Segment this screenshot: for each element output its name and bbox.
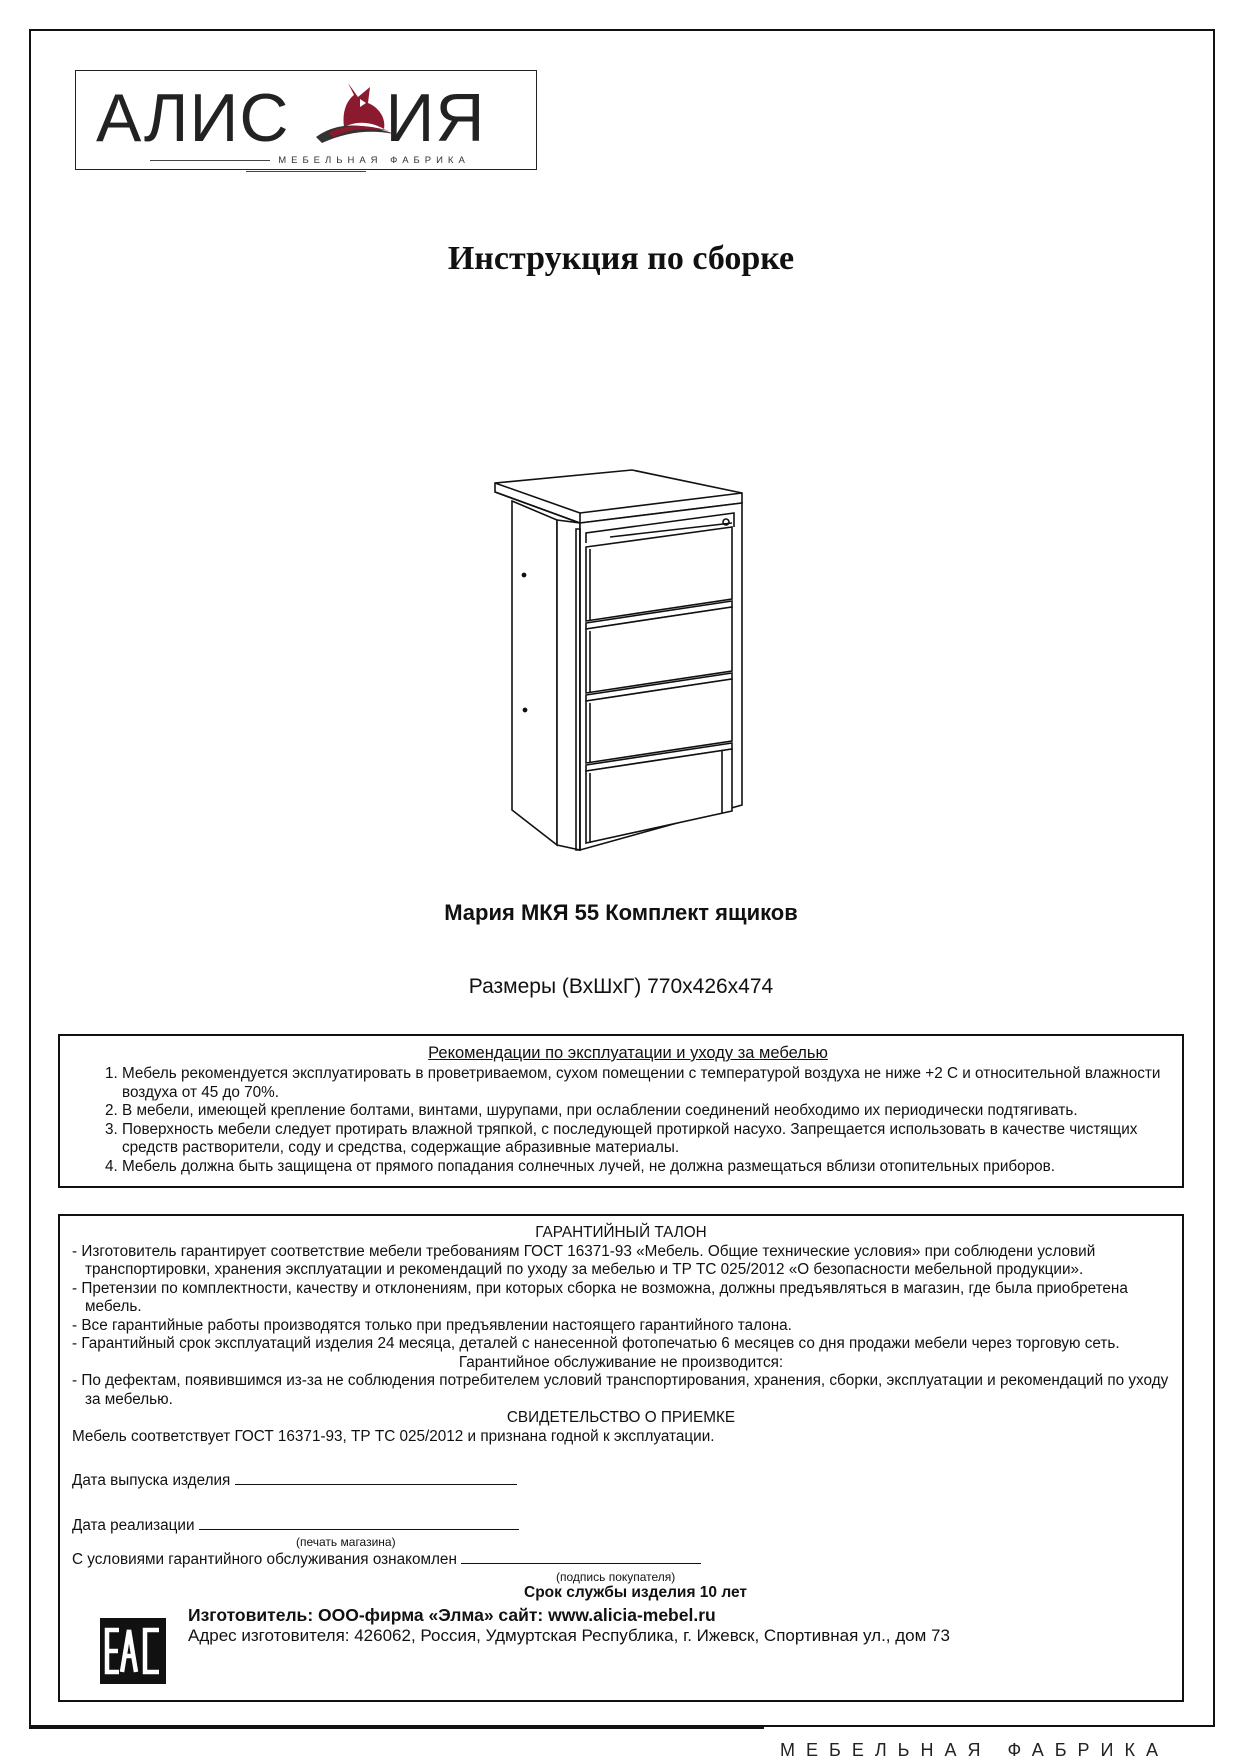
acceptance-heading: СВИДЕТЕЛЬСТВО О ПРИЕМКЕ (506, 1409, 736, 1426)
product-dimensions: Размеры (ВхШхГ) 770х426х474 (468, 975, 774, 998)
list-item: 3. Поверхность мебели следует протирать влажной тряпкой, с последующей протиркой насухо. Запрещается использовать в качестве чистящих средств растворители, соду и средства, содержащие абразивные материалы. (122, 1121, 1166, 1158)
drawer-unit-illustration (490, 465, 760, 855)
sale-date-label: Дата реализации (72, 1516, 195, 1534)
sale-date-row (72, 1515, 1170, 1536)
logo-subtitle: МЕБЕЛЬНАЯ ФАБРИКА (76, 155, 536, 177)
stamp-note: (печать магазина) (296, 1535, 396, 1549)
release-date-field[interactable] (235, 1470, 517, 1485)
fox-logo-icon (308, 77, 404, 147)
warranty-heading: ГАРАНТИЙНЫЙ ТАЛОН (535, 1224, 707, 1241)
conditions-row (72, 1549, 1170, 1570)
brand-logo (75, 70, 537, 170)
list-item: 4. Мебель должна быть защищена от прямого попадания солнечных лучей, не должна размещаться вблизи отопительных приборов. (122, 1158, 1166, 1177)
page-title: Инструкция по сборке (447, 240, 795, 277)
list-item: - Гарантийный срок эксплуатаций изделия 24 месяца, деталей с нанесенной фотопечатью 6 месяцев со дня продажи мебели через торговую сеть. (72, 1335, 1120, 1352)
list-item: - По дефектам, появившимся из-за не соблюдения потребителем условий транспортирования, хранения, сборки, эксплуатации и рекомендаций по уходу за мебелью. (72, 1372, 1169, 1408)
list-item: 1. Мебель рекомендуется эксплуатировать в проветриваемом, сухом помещении с температурой воздуха не ниже +2 С и относительной влажности воздуха от 45 до 70%. (122, 1065, 1166, 1102)
footer-brand-text: МЕБЕЛЬНАЯ ФАБРИКА (780, 1740, 1169, 1760)
care-recommendations-box (58, 1034, 1184, 1188)
signature-note: (подпись покупателя) (556, 1569, 676, 1584)
sale-date-field[interactable] (199, 1515, 519, 1530)
manufacturer-info: Изготовитель: ООО-фирма «Элма» сайт: www.alicia-mebel.ru (188, 1605, 716, 1625)
logo-part-1: АЛИС (96, 80, 290, 156)
recommendations-heading: Рекомендации по эксплуатации и уходу за мебелью (428, 1044, 828, 1062)
eac-mark-text: ЕАС (100, 1618, 103, 1619)
release-date-row (72, 1470, 1170, 1491)
manufacturer-address: Адрес изготовителя: 426062, Россия, Удмуртская Республика, г. Ижевск, Спортивная ул., дом 73 (188, 1625, 950, 1645)
no-service-heading: Гарантийное обслуживание не производится: (458, 1353, 784, 1371)
warranty-card-box (58, 1214, 1184, 1702)
acceptance-text: Мебель соответствует ГОСТ 16371-93, ТР ТС 025/2012 и признана годной к эксплуатации. (72, 1427, 715, 1445)
conditions-label: С условиями гарантийного обслуживания ознакомлен (72, 1551, 457, 1568)
list-item: - Все гарантийные работы производятся только при предъявлении настоящего гарантийного талона. (72, 1316, 792, 1334)
recommendations-list (90, 1065, 1166, 1176)
signature-field[interactable] (461, 1549, 701, 1564)
eac-mark-icon (100, 1618, 166, 1684)
service-life: Срок службы изделия 10 лет (524, 1583, 747, 1601)
logo-wordmark (96, 79, 485, 157)
logo-part-2: ИЯ (385, 80, 486, 156)
list-item: - Претензии по комплектности, качеству и отклонениям, при которых сборка не возможна, должны предъявляться в магазин, где была приобретена мебель. (72, 1279, 1128, 1315)
product-name: Мария МКЯ 55 Комплект ящиков (444, 900, 798, 925)
list-item: 2. В мебели, имеющей крепление болтами, винтами, шурупами, при ослаблении соединений необходимо их периодически подтягивать. (122, 1102, 1166, 1121)
footer-divider (29, 1727, 764, 1729)
release-date-label: Дата выпуска изделия (72, 1472, 231, 1489)
list-item: - Изготовитель гарантирует соответствие мебели требованиям ГОСТ 16371-93 «Мебель. Общие технические условия» при соблюдени условий транспортировки, хранения эксплуатации и рекомендаций по уходу за мебелью и ТР ТС 025/2012 «О безопасности мебельной продукции». (72, 1242, 1096, 1278)
